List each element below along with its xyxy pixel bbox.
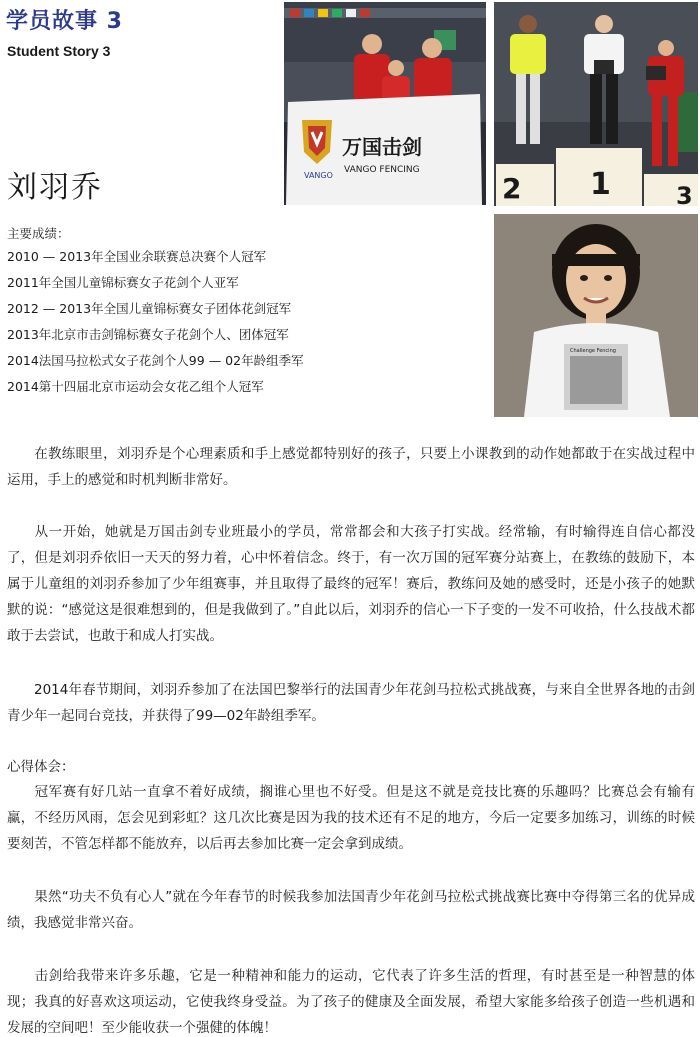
shirt-text: Challenge Fencing bbox=[570, 348, 616, 354]
achievement-item: 2012 — 2013年全国儿童锦标赛女子团体花剑冠军 bbox=[7, 301, 292, 316]
page-subtitle: Student Story 3 bbox=[7, 43, 111, 59]
achievement-item: 2014第十四届北京市运动会女花乙组个人冠军 bbox=[7, 379, 264, 394]
student-portrait-photo bbox=[494, 214, 698, 417]
podium-number-1: 1 bbox=[590, 167, 611, 202]
story-paragraph-closing: 击剑给我带来许多乐趣，它是一种精神和能力的运动，它代表了许多生活的哲理，有时甚至是一种智慧的体现；我真的好喜欢这项运动，它使我终身受益。为了孩子的健康及全面发展，希望大家能多给孩子创造一些机遇和发展的空间吧！至少能收获一个强健的体魄！ bbox=[7, 968, 695, 1036]
achievement-item: 2011年全国儿童锦标赛女子花剑个人亚军 bbox=[7, 275, 239, 290]
achievement-item: 2014法国马拉松式女子花剑个人99 — 02年龄组季军 bbox=[7, 353, 304, 368]
page-title: 学员故事 3 bbox=[6, 9, 123, 34]
banner-text: 万国击剑 bbox=[342, 135, 422, 159]
reflection-heading: 心得体会： bbox=[7, 759, 75, 775]
story-paragraph-result: 果然“功夫不负有心人”就在今年春节的时候我参加法国青少年花剑马拉松式挑战赛比赛中夺得第三名的优异成绩，我感觉非常兴奋。 bbox=[7, 889, 695, 931]
story-paragraph-reflection: 冠军赛有好几站一直拿不着好成绩，搁谁心里也不好受。但是这不就是竞技比赛的乐趣吗？比赛总会有输有赢，不经历风雨，怎会见到彩虹？这几次比赛是因为我的技术还有不足的地方，今后一定要多加练习，训练的时候要刻苦，不管怎样都不能放弃，以后再去参加比赛一定会拿到成绩。 bbox=[7, 784, 695, 852]
story-paragraph-paris: 2014年春节期间，刘羽乔参加了在法国巴黎举行的法国青少年花剑马拉松式挑战赛，与来自全世界各地的击剑青少年一起同台竞技，并获得了99—02年龄组季军。 bbox=[7, 682, 695, 724]
banner-logo-text: VANGO bbox=[304, 171, 333, 180]
achievement-item: 2010 — 2013年全国业余联赛总决赛个人冠军 bbox=[7, 249, 267, 264]
podium-photo bbox=[494, 2, 698, 206]
achievement-item: 2013年北京市击剑锦标赛女子花剑个人、团体冠军 bbox=[7, 327, 289, 342]
team-banner-photo bbox=[284, 2, 486, 205]
podium-number-3: 3 bbox=[676, 182, 693, 206]
achievements-list bbox=[7, 248, 304, 404]
story-paragraph-beginning: 从一开始，她就是万国击剑专业班最小的学员，常常都会和大孩子打实战。经常输，有时输得连自信心都没了，但是刘羽乔依旧一天天的努力着，心中怀着信念。终于，有一次万国的冠军赛分站赛上，在教练的鼓励下，本属于儿童组的刘羽乔参加了少年组赛事，并且取得了最终的冠军！赛后，教练问及她的感受时，还是小孩子的她默默的说：“感觉这是很难想到的，但是我做到了。”自此以后，刘羽乔的信心一下子变的一发不可收拾，什么技战术都敢于去尝试，也敢于和成人打实战。 bbox=[7, 524, 695, 644]
achievements-heading: 主要成绩： bbox=[7, 226, 70, 241]
banner-subtext: VANGO FENCING bbox=[344, 165, 420, 175]
story-paragraph-coach-view: 在教练眼里，刘羽乔是个心理素质和手上感觉都特别好的孩子，只要上小课教到的动作她都敢于在实战过程中运用，手上的感觉和时机判断非常好。 bbox=[7, 446, 695, 488]
student-name: 刘羽乔 bbox=[7, 170, 103, 205]
podium-number-2: 2 bbox=[502, 172, 522, 205]
